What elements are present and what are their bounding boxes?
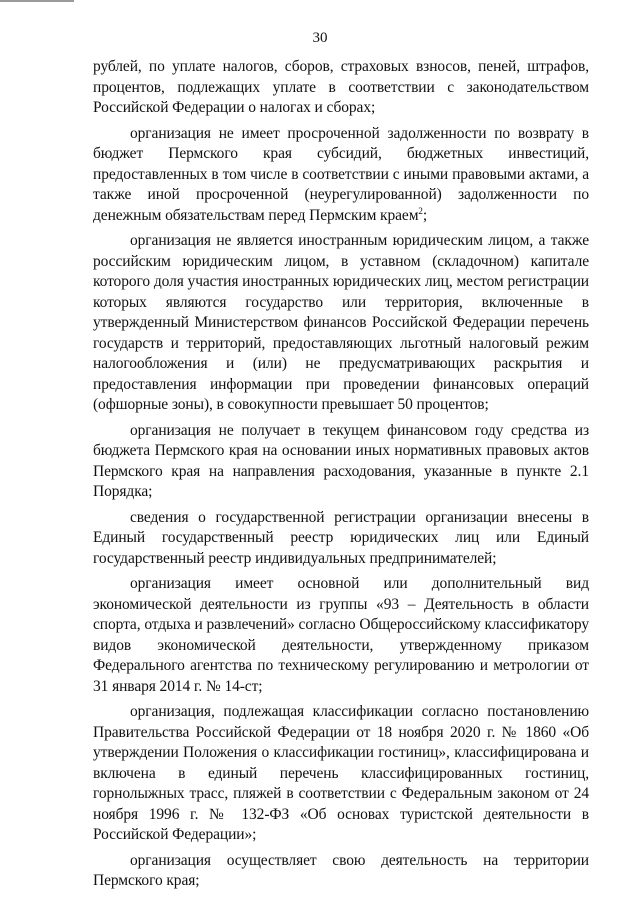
paragraph-state-registration [93, 508, 589, 570]
footnote-reference: 2 [418, 205, 423, 216]
document-body [93, 57, 589, 897]
page-number: 30 [312, 30, 328, 46]
paragraph-text: сведения о государственной регистрации организации внесены в Единый государственный реестр юридических лиц или Единый государственный реестр индивидуальных предпринимателей; [93, 508, 589, 567]
paragraph-text: организация не имеет просроченной задолженности по возврату в бюджет Пермского края субсидий, бюджетных инвестиций, предоставленных в том числе в соответствии с иными правовыми актами, а также иной просроченной (неурегулированной) задолженности по денежным обязательствам перед Пермским краем [93, 124, 589, 224]
paragraph-foreign-entity [93, 231, 589, 416]
paragraph-territory [93, 851, 589, 892]
paragraph-tax-debts [93, 57, 589, 119]
paragraph-hotel-classification [93, 702, 589, 846]
paragraph-text: организация, подлежащая классификации согласно постановлению Правительства Российской Федерации от 18 ноября 2020 г. № 1860 «Об утверждении Положения о классификации гостиниц», классифицирована и включена в единый перечень классифицированных гостиниц, горнолыжных трасс, пляжей в соответствии с Федеральным законом от 24 ноября 1996 г. № 132-ФЗ «Об основах туристской деятельности в Российской Федерации»; [93, 703, 589, 843]
paragraph-other-funding [93, 421, 589, 503]
scan-edge-mark [0, 0, 74, 2]
paragraph-budget-debts [93, 124, 589, 227]
paragraph-text: рублей, по уплате налогов, сборов, страховых взносов, пеней, штрафов, процентов, подлежащих уплате в соответствии с законодательством Российской Федерации о налогах и сборах; [93, 58, 589, 116]
paragraph-text: организация осуществляет свою деятельность на территории Пермского края; [93, 851, 589, 889]
paragraph-text: организация не является иностранным юридическим лицом, а также российским юридическим лицом, в уставном (складочном) капитале которого доля участия иностранных юридических лиц, местом регистрации которых являются государство или территория, включенные в утвержденный Министерством финансов Российской Федерации перечень государств и территорий, предоставляющих льготный налоговый режим налогообложения и (или) не предусматривающих раскрытия и предоставления информации при проведении финансовых операций (офшорные зоны), в совокупности превышает 50 процентов; [93, 232, 589, 413]
paragraph-text: организация не получает в текущем финансовом году средства из бюджета Пермского края на основании иных нормативных правовых актов Пермского края на направления расходования, указанные в пункте 2.1 Порядка; [93, 421, 589, 500]
paragraph-text: организация имеет основной или дополнительный вид экономической деятельности из группы «93 – Деятельность в области спорта, отдыха и развлечений» согласно Общероссийскому классификатору видов экономической деятельности, утвержденному приказом Федерального агентства по техническому регулированию и метрологии от 31 января 2014 г. № 14-ст; [93, 575, 589, 695]
paragraph-activity-type [93, 574, 589, 697]
paragraph-tail: ; [422, 206, 428, 224]
